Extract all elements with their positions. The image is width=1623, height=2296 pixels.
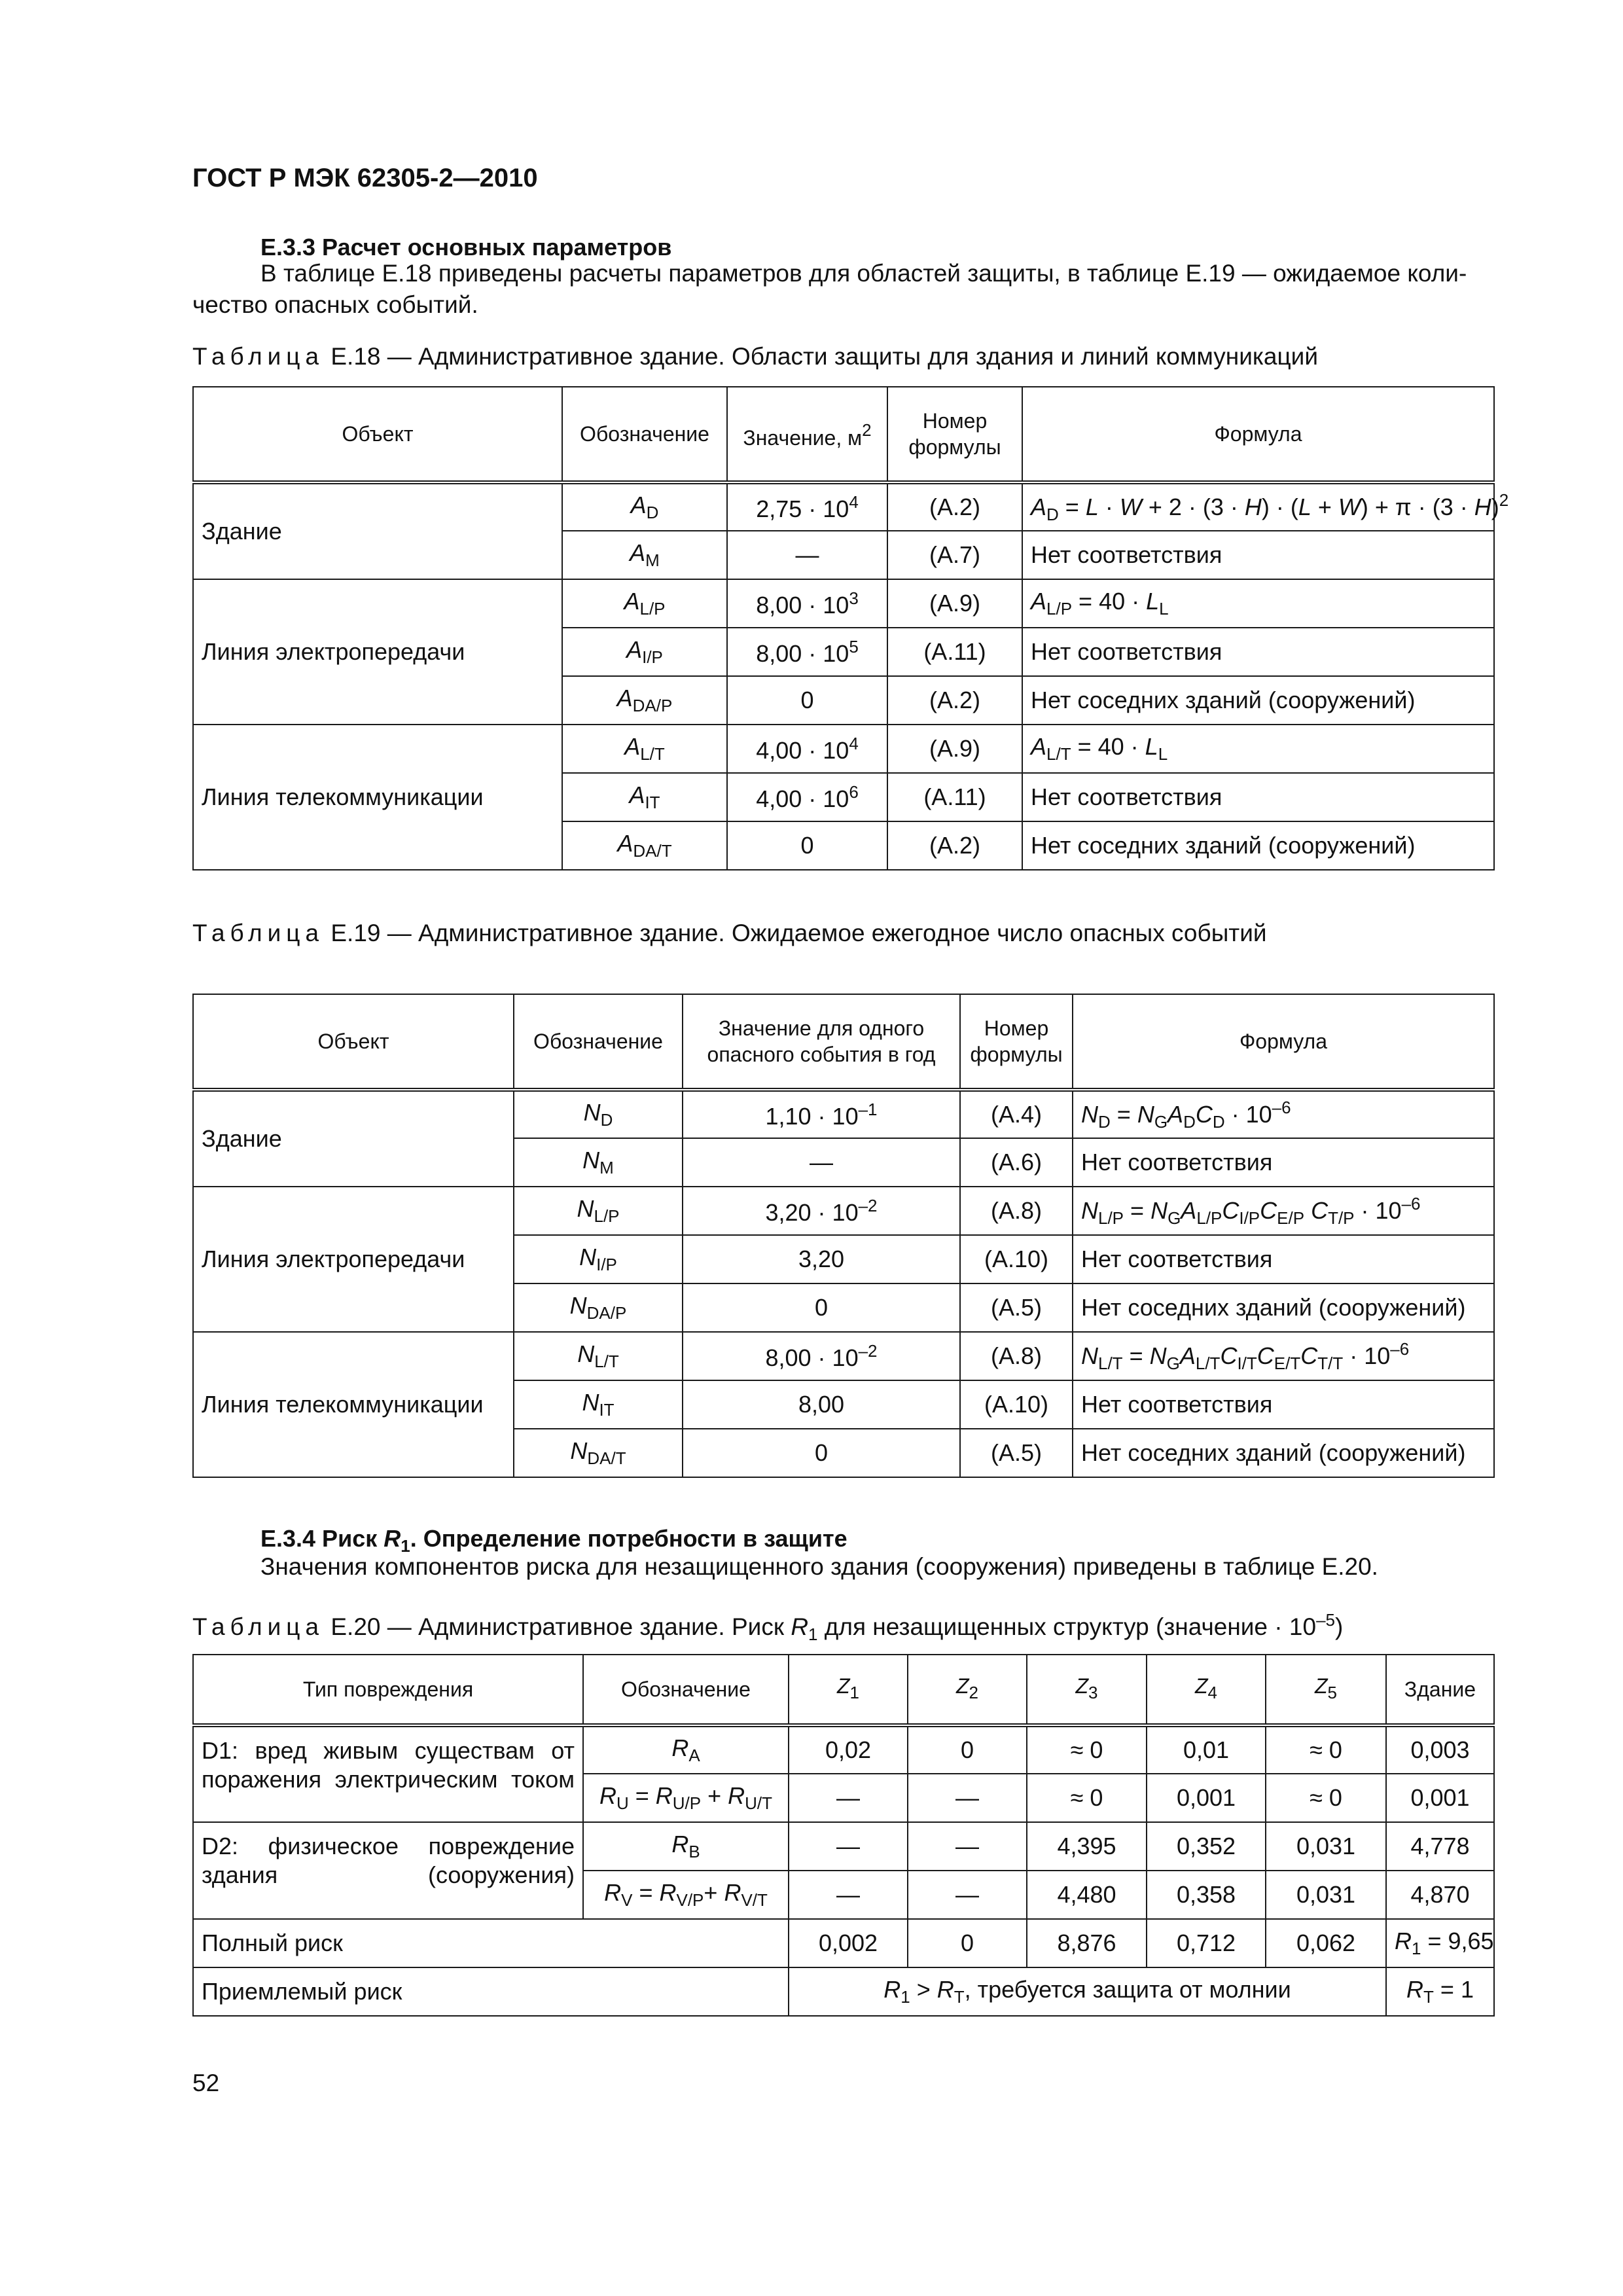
formula-cell: $A_{L/T} = 40 \cdot L_L$ [1022,725,1494,773]
rt-value: = 1 [1440,1976,1474,2003]
formula-cell: $A_D = L \cdot W + 2 \cdot (3 \cdot H) \cdot (L + W) + \pi \cdot (3 \cdot H)^2$ [1022,482,1494,531]
symbol-sub: U [616,1793,629,1813]
symbol-letter: N [582,1147,600,1174]
header-z5: $Z_5$ [1266,1655,1386,1725]
value-cell: 0,001 [1386,1774,1494,1822]
symbol-cell [514,1380,683,1429]
section-e33-para-line2: чество опасных событий. [192,291,478,318]
value-cell [683,1187,960,1235]
table-e18-caption [192,343,1318,370]
header-symbol: Обозначение [514,994,683,1090]
symbol-letter: N [569,1292,587,1319]
value-cell: 0 [683,1429,960,1477]
value-text: 8,00 · 10 [756,639,849,667]
header-formula-no [960,994,1073,1090]
heading-symbol: R [383,1525,401,1552]
symbol-cell [562,821,727,870]
value-text: 3,20 · 10 [765,1198,859,1226]
value-sup: –2 [858,1340,878,1361]
symbol-sub: B [688,1842,700,1861]
formula-cell: $N_D = N_GA_DC_D \cdot 10^{-6}$ [1073,1090,1494,1138]
heading-prefix: Е.3.4 Риск [260,1525,384,1552]
symbol-cell [514,1429,683,1477]
symbol-cell [562,628,727,676]
formula-cell: Нет соседних зданий (сооружений) [1073,1283,1494,1332]
acceptable-condition: $R_1 > R_T$, требуется защита от молнии [789,1967,1386,2016]
symbol-letter: N [577,1195,594,1222]
formula-no-cell: (А.11) [887,773,1022,821]
table-e19-caption [192,920,1267,947]
symbol-sub: L/P [639,599,666,619]
object-cell: Линия телекоммуникации [193,1332,514,1477]
symbol-letter: N [582,1389,599,1416]
caption-text: Е.19 — Административное здание. Ожидаемое ежегодное число опасных событий [324,920,1267,946]
caption-text-rest: для незащищенных структур (значение · 10 [817,1613,1317,1640]
table-e20-caption [192,1610,1343,1645]
header-formula: Формула [1073,994,1494,1090]
symbol-sub: V [621,1890,633,1910]
formula-cell: $N_{L/P} = N_GA_{L/P}C_{I/P}C_{E/P}$ $C_{T/P} \cdot 10^{-6}$ [1073,1187,1494,1235]
formula-cell: Нет соответствия [1073,1235,1494,1283]
value-cell: — [789,1871,908,1919]
value-cell [727,628,887,676]
value-cell [727,773,887,821]
caption-symbol: R [791,1613,809,1640]
symbol-letter: R [604,1879,622,1906]
symbol-sub: L/T [594,1352,619,1371]
symbol-cell [514,1235,683,1283]
symbol-cell [514,1332,683,1380]
value-sup: 4 [849,492,859,512]
table-e18 [192,386,1509,870]
page-number: 52 [192,2070,220,2096]
symbol-sub: A [688,1746,700,1765]
formula-no-cell: (А.5) [960,1283,1073,1332]
symbol-letter: R [671,1734,689,1761]
value-cell: 0,031 [1266,1871,1386,1919]
symbol-letter: A [616,685,633,711]
header-object: Объект [193,387,562,482]
caption-label: Таблица [192,920,325,946]
symbol-sub: D [600,1110,613,1130]
acceptable-text: , требуется защита от молнии [964,1976,1291,2003]
heading-rest: . Определение потребности в защите [410,1525,847,1552]
symbol-cell [562,579,727,628]
value-cell: — [683,1138,960,1187]
table-row [193,579,1494,628]
table-row [193,1090,1494,1138]
formula-cell: Нет соответствия [1073,1380,1494,1429]
caption-end: ) [1334,1613,1344,1640]
formula-no-cell: (А.11) [887,628,1022,676]
header-z1-sub: 1 [849,1683,859,1702]
header-value-2: опасного события в год [707,1043,936,1066]
value-text: 8,00 · 10 [756,591,849,619]
object-cell: Здание [193,1090,514,1187]
value-cell: 0 [727,821,887,870]
formula-cell: Нет соседних зданий (сооружений) [1073,1429,1494,1477]
value-text: 4,00 · 10 [756,785,849,812]
header-object: Объект [193,994,514,1090]
value-cell: 0,01 [1147,1725,1266,1774]
symbol-cell [562,676,727,725]
header-z4-sub: 4 [1207,1683,1217,1702]
formula-no-cell: (А.2) [887,482,1022,531]
symbol-sub: I/P [642,647,663,667]
value-sup: 4 [849,733,859,753]
header-z3: $Z_3$ [1027,1655,1147,1725]
symbol-cell [583,1822,789,1871]
header-z2: $Z_2$ [908,1655,1027,1725]
caption-symbol-sub: 1 [808,1624,818,1644]
header-value-sup: 2 [862,420,872,440]
header-value [683,994,960,1090]
header-value-1: Значение для одного [718,1016,925,1040]
value-cell: 0,712 [1147,1919,1266,1967]
value-cell: 0,062 [1266,1919,1386,1967]
symbol-cell [514,1283,683,1332]
object-cell: Линия телекоммуникации [193,725,562,870]
value-text: 8,00 · 10 [765,1344,859,1371]
header-formula-no [887,387,1022,482]
formula-cell: Нет соответствия [1022,628,1494,676]
damage-d1-cell: D1: вред живым существам от поражения электрическим током [193,1725,583,1822]
value-cell: — [789,1774,908,1822]
caption-text: Е.20 — Административное здание. Риск [324,1613,791,1640]
value-cell: 0,003 [1386,1725,1494,1774]
symbol-cell [562,773,727,821]
header-formula-no-1: Номер [984,1016,1049,1040]
value-cell: — [908,1822,1027,1871]
value-cell: 0,031 [1266,1822,1386,1871]
doc-title: ГОСТ Р МЭК 62305-2—2010 [192,164,538,192]
header-formula: Формула [1022,387,1494,482]
symbol-letter: A [624,588,640,615]
caption-label: Таблица [192,1613,325,1640]
header-z5-sub: 5 [1327,1683,1337,1702]
damage-d2-cell: D2: физическое повреждение здания (сооружения) [193,1822,583,1919]
value-cell: — [789,1822,908,1871]
value-cell: ≈ 0 [1027,1774,1147,1822]
symbol-sub: IT [645,793,660,812]
value-cell: 4,395 [1027,1822,1147,1871]
header-formula-no-1: Номер [922,409,988,433]
symbol-cell [562,725,727,773]
header-value [727,387,887,482]
symbol-sub: D [646,503,659,522]
value-cell [683,1090,960,1138]
header-z2-sub: 2 [969,1683,978,1702]
value-text: 4,00 · 10 [756,736,849,764]
table-e19 [192,994,1495,1478]
symbol-cell [583,1725,789,1774]
rt-cell: $R_T = 1$ [1386,1967,1494,2016]
value-cell: ≈ 0 [1266,1774,1386,1822]
object-cell: Здание [193,482,562,579]
value-cell: 0,002 [789,1919,908,1967]
value-cell: 0 [908,1919,1027,1967]
value-cell: 3,20 [683,1235,960,1283]
symbol-letter: N [570,1437,588,1464]
symbol-sub: DA/T [633,841,672,861]
symbol-letter: A [630,492,647,518]
value-cell: 4,870 [1386,1871,1494,1919]
table-row [193,1725,1494,1774]
symbol-sub: DA/P [586,1303,627,1323]
symbol-cell [562,531,727,579]
header-z3-sub: 3 [1088,1683,1098,1702]
symbol-cell [514,1138,683,1187]
value-text: 2,75 · 10 [756,495,849,522]
table-row [193,725,1494,773]
formula-no-cell: (А.8) [960,1332,1073,1380]
formula-no-cell: (А.2) [887,676,1022,725]
formula-cell: Нет соседних зданий (сооружений) [1022,676,1494,725]
value-sup: 5 [849,636,859,656]
table-row [193,1187,1494,1235]
formula-no-cell: (А.2) [887,821,1022,870]
symbol-cell [514,1090,683,1138]
symbol-sub: DA/T [587,1448,626,1468]
formula-no-cell: (А.4) [960,1090,1073,1138]
header-symbol: Обозначение [562,387,727,482]
formula-no-cell: (А.10) [960,1380,1073,1429]
symbol-sub: L/P [594,1206,620,1226]
value-cell: 0,001 [1147,1774,1266,1822]
value-sup: 6 [849,781,859,802]
value-cell: ≈ 0 [1027,1725,1147,1774]
symbol-letter: R [671,1831,689,1857]
header-building: Здание [1386,1655,1494,1725]
header-damage-type: Тип повреждения [193,1655,583,1725]
symbol-sub: M [599,1158,614,1177]
symbol-letter: N [577,1340,595,1367]
section-e33-heading: Е.3.3 Расчет основных параметров [260,234,672,260]
header-z1: $Z_1$ [789,1655,908,1725]
caption-label: Таблица [192,343,325,370]
value-text: 1,10 · 10 [765,1102,859,1130]
value-cell: 0,358 [1147,1871,1266,1919]
symbol-cell [514,1187,683,1235]
symbol-cell [562,482,727,531]
formula-no-cell: (А.5) [960,1429,1073,1477]
value-cell [727,579,887,628]
header-formula-no-2: формулы [970,1043,1063,1066]
value-cell: 8,876 [1027,1919,1147,1967]
acceptable-label: Приемлемый риск [193,1967,789,2016]
section-e33-para-line1: В таблице Е.18 приведены расчеты параметров для областей защиты, в таблице Е.19 — ожидаемое коли- [260,260,1467,287]
formula-cell: $N_{L/T} = N_GA_{L/T}C_{I/T}C_{E/T}C_{T/T} \cdot 10^{-6}$ [1073,1332,1494,1380]
symbol-letter: R [599,1782,616,1809]
value-cell: 4,778 [1386,1822,1494,1871]
caption-text: Е.18 — Административное здание. Области защиты для здания и линий коммуникаций [324,343,1318,370]
value-cell [727,725,887,773]
value-sup: 3 [849,588,859,608]
total-r1-value: = 9,65 [1427,1928,1494,1954]
value-cell: 0,02 [789,1725,908,1774]
formula-no-cell: (А.8) [960,1187,1073,1235]
header-symbol: Обозначение [583,1655,789,1725]
formula-no-cell: (А.6) [960,1138,1073,1187]
value-sup: –1 [858,1099,878,1119]
value-cell: 4,480 [1027,1871,1147,1919]
symbol-sub: IT [599,1400,615,1420]
value-cell: 0,352 [1147,1822,1266,1871]
symbol-letter: N [579,1244,597,1270]
symbol-letter: A [630,539,646,566]
symbol-letter: A [617,830,633,857]
value-cell: — [727,531,887,579]
symbol-sub: DA/P [632,696,673,715]
value-cell: ≈ 0 [1266,1725,1386,1774]
symbol-sub: M [645,550,660,570]
symbol-letter: N [583,1099,601,1126]
formula-cell: Нет соответствия [1073,1138,1494,1187]
table-row-total [193,1919,1494,1967]
total-label: Полный риск [193,1919,789,1967]
formula-cell: Нет соответствия [1022,773,1494,821]
heading-symbol-sub: 1 [401,1536,410,1556]
object-cell: Линия электропередачи [193,579,562,725]
table-e20 [192,1654,1495,2017]
value-cell: 0 [683,1283,960,1332]
symbol-cell: $R_U = R_{U/P} + R_{U/T}$ [583,1774,789,1822]
symbol-letter: A [629,781,645,808]
symbol-letter: A [626,636,643,663]
formula-cell: Нет соответствия [1022,531,1494,579]
value-cell: 0 [908,1725,1027,1774]
formula-no-cell: (А.9) [887,579,1022,628]
symbol-sub: I/P [596,1255,617,1274]
value-cell [727,482,887,531]
symbol-cell: $R_V = R_{V/P}+ R_{V/T}$ [583,1871,789,1919]
symbol-letter: A [624,733,641,760]
value-cell: 0 [727,676,887,725]
formula-cell: Нет соседних зданий (сооружений) [1022,821,1494,870]
formula-no-cell: (А.9) [887,725,1022,773]
header-value-text: Значение, м [743,426,863,450]
value-sup: –2 [858,1195,878,1215]
formula-no-cell: (А.10) [960,1235,1073,1283]
table-row [193,482,1494,531]
section-e34-para: Значения компонентов риска для незащищенного здания (сооружения) приведены в таблице Е.20. [260,1553,1378,1580]
formula-cell: $A_{L/P} = 40 \cdot L_L$ [1022,579,1494,628]
table-row [193,1332,1494,1380]
value-cell: — [908,1871,1027,1919]
caption-sup: –5 [1316,1610,1335,1630]
table-row-acceptable [193,1967,1494,2016]
header-formula-no-2: формулы [908,435,1001,459]
value-cell: — [908,1774,1027,1822]
object-cell: Линия электропередачи [193,1187,514,1332]
table-row [193,1822,1494,1871]
header-z4: $Z_4$ [1147,1655,1266,1725]
formula-no-cell: (А.7) [887,531,1022,579]
symbol-sub: L/T [640,744,665,764]
value-cell [683,1332,960,1380]
value-cell: 8,00 [683,1380,960,1429]
total-r1-cell: $R_1 = 9,65$ [1386,1919,1494,1967]
